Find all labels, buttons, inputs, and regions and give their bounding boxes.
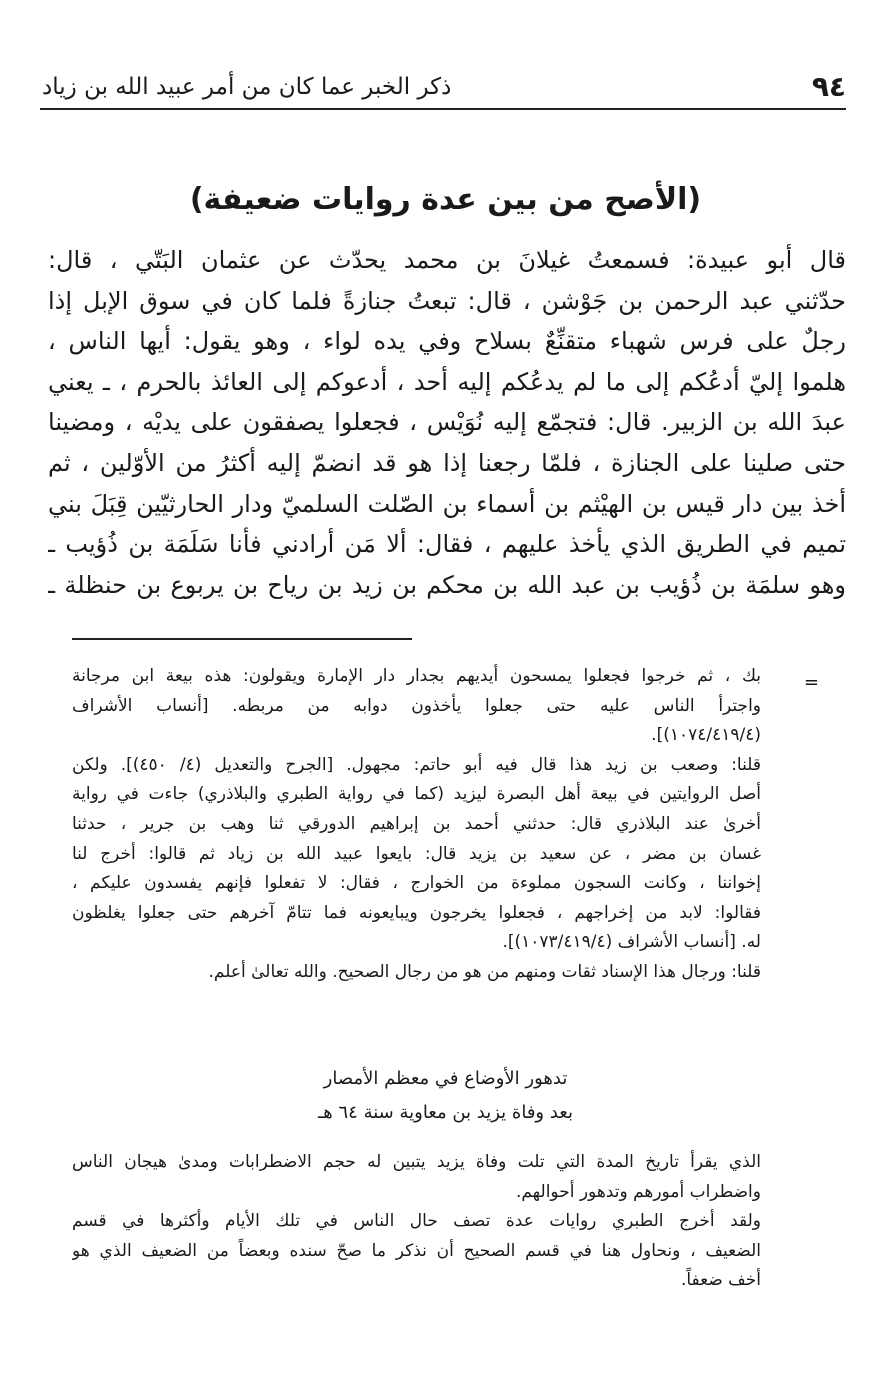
bottom-line: ولقد أخرج الطبري روايات عدة تصف حال الناس في تلك الأيام وأكثرها في قسم <box>72 1211 761 1232</box>
footnote-line: واجترأ الناس عليه حتى جعلوا يأخذون دوابه من مربطه. [أنساب الأشراف <box>72 695 761 716</box>
main-line: رجلٌ على فرس شهباء متقنِّعٌ بسلاح وفي يده لواء ، وهو يقول: أيها الناس ، <box>48 327 846 356</box>
footnote-line: فقالوا: لابد من إخراجهم ، فجعلوا يخرجون ويبايعونه فما تتامّ آخرهم حتى جعلوا يغلظون <box>72 902 761 923</box>
main-line: تميم في الطريق الذي يأخذ عليهم ، فقال: ألا مَن أرادني فأنا سَلَمَة بن ذُؤيب ـ <box>48 530 846 559</box>
running-title: ذكر الخبر عما كان من أمر عبيد الله بن زياد <box>42 74 452 100</box>
footnote-line: غسان بن مضر ، عن سعيد بن يزيد قال: بايعوا عبيد الله بن زياد ثم قالوا: أخرج لنا <box>72 843 761 864</box>
bottom-line: الضعيف ، ونحاول هنا في قسم الصحيح أن نذكر ما صحّ سنده وبعضاً من الضعيف الذي هو <box>72 1240 761 1261</box>
footnote-line: قلنا: ورجال هذا الإسناد ثقات ومنهم من هو من رجال الصحيح. والله تعالىٰ أعلم. <box>208 961 761 982</box>
footnotes <box>72 662 761 988</box>
bottom-line: واضطراب أمورهم وتدهور أحوالهم. <box>515 1181 761 1202</box>
subheading-title: تدهور الأوضاع في معظم الأمصار <box>323 1068 568 1089</box>
bottom-line: أخف ضعفاً. <box>680 1270 761 1291</box>
footnote-line: (١٠٧٤/٤١٩/٤)]. <box>651 725 761 746</box>
subheading-subtitle: بعد وفاة يزيد بن معاوية سنة ٦٤ هـ <box>318 1102 573 1123</box>
page-number: ٩٤ <box>811 70 846 103</box>
main-line: قال أبو عبيدة: فسمعتُ غيلانَ بن محمد يحدّث عن عثمان البَتّي ، قال: <box>48 246 846 274</box>
main-line: حتى صلينا على الجنازة ، فلمّا رجعنا إذا هو قد انضمّ إليه أكثرُ من الأوّلين ، ثم <box>48 448 846 477</box>
footnote-line: أصل الروايتين في بيعة أهل البصرة ليزيد (كما في رواية الطبري والبلاذري) جاءت في رواية <box>72 784 761 805</box>
footnote-line: أخرىٰ عند البلاذري قال: حدثني أحمد بن إبراهيم الدورقي ثنا وهب بن جرير ، حدثنا <box>72 813 761 834</box>
section-title: (الأصح من بين عدة روايات ضعيفة) <box>189 182 702 217</box>
main-line: حدّثني عبد الرحمن بن جَوْشن ، قال: تبعتُ جنازةً فلما كان في سوق الإبل إذا <box>48 286 846 315</box>
footnote-line: قلنا: وصعب بن زيد هذا قال فيه أبو حاتم: مجهول. [الجرح والتعديل (٤/ ٤٥٠)]. ولكن <box>72 754 761 775</box>
main-paragraph <box>48 240 846 605</box>
page-header <box>40 68 846 110</box>
bottom-line: الذي يقرأ تاريخ المدة التي تلت وفاة يزيد يتبين له حجم الاضطرابات ومدىٰ هيجان الناس <box>72 1152 761 1172</box>
footnote-separator <box>72 638 412 640</box>
footnote-continuation-marker: = <box>803 672 819 693</box>
main-line: وهو سلمَة بن ذُؤيب بن عبد الله بن محكم بن زيد بن رياح بن يربوع بن حنظلة ـ <box>48 570 846 599</box>
footnote-line: له. [أنساب الأشراف (١٠٧٣/٤١٩/٤)]. <box>502 932 761 953</box>
footnote-line: إخواننا ، وكانت السجون مملوءة من الخوارج ، فقال: لا تفعلوا فإنهم يفسدون عليكم ، <box>72 873 761 894</box>
main-line: عبدَ الله بن الزبير. قال: فتجمّع إليه نُوَيْس ، فجعلوا يصفقون على يديْه ، ومضينا <box>48 408 846 437</box>
main-line: أخذ بين دار قيس بن الهيْثم بن أسماء بن الصّلت السلميّ ودار الحارثيّين قِبَلَ بني <box>48 489 846 518</box>
bottom-paragraph <box>72 1148 761 1296</box>
footnote-line: بك ، ثم خرجوا فجعلوا يمسحون أيديهم بجدار دار الإمارة ويقولون: هذه بيعة ابن مرجانة <box>72 666 761 686</box>
main-line: هلموا إليّ أدعُكم إلى ما لم يدعُكم إليه أحد ، أدعوكم إلى العائذ بالحرم ، ـ يعني <box>48 367 846 396</box>
